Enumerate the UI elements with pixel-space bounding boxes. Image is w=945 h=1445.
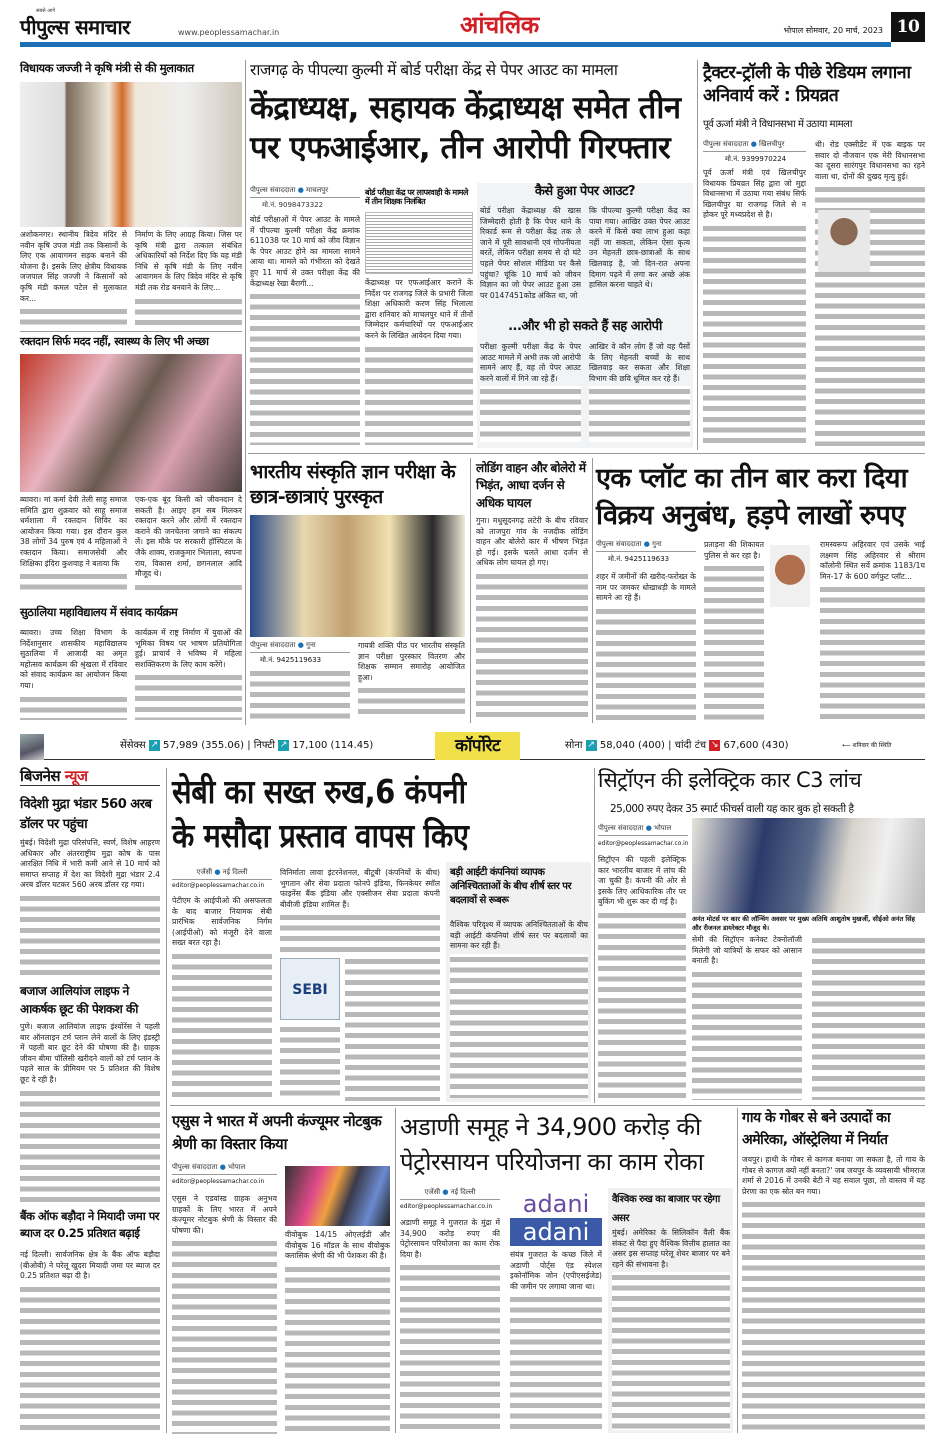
story-text (280, 1024, 340, 1101)
email-asus[interactable]: editor@peoplessamachar.co.in (172, 1178, 265, 1185)
photo-priyavrat-singh (818, 210, 870, 272)
photo-asus-laptops (285, 1166, 390, 1226)
gold-value: 58,040 (400) (599, 740, 665, 751)
business-news-label: बिजनेस न्यूज (20, 768, 160, 786)
lead-phone: मो.नं. 9098473322 (262, 201, 324, 209)
header-rule (20, 42, 891, 47)
lead-byline: पीपुल्स संवाददाता ● माचलपुर (250, 186, 360, 198)
photo-award-ceremony (250, 515, 465, 637)
email-sebi[interactable]: editor@peoplessamachar.co.in (172, 882, 265, 889)
headline-mla-meeting: विधायक जज्जी ने कृषि मंत्री से की मुलाकात (20, 61, 194, 75)
section-corporate: कॉर्पोरेट (435, 732, 520, 760)
lead-kicker: राजगढ़ के पीपल्या कुल्मी में बोर्ड परीक्षा केंद्र से पेपर आउट का मामला (250, 61, 618, 79)
story-text: नई दिल्ली। सार्वजनिक क्षेत्र के बैंक ऑफ बड़ौदा (बीओबी) ने घरेलू खुदरा मियादी जमा पर ब्याज दर 0.25 प्रतिशत बढ़ा दी है। (20, 1250, 160, 1430)
sensex-value: 57,989 (355.06) (163, 740, 245, 751)
byline-culture: पीपुल्स संवाददाता ● गुना (250, 641, 350, 653)
headline-college-program: सुठालिया महाविद्यालय में संवाद कार्यक्रम (20, 605, 178, 619)
story-text: वीवोबुक 14/15 ओएलईडी और वीवोबुक 16 मॉडल के साथ वीवोबुक क्लासिक श्रेणी की भी पेशकश की है। (285, 1230, 390, 1434)
story-text: प्रताड़ना की शिकायत पुलिस से कर रहा है। (704, 540, 764, 720)
nifty-value: 17,100 (114.45) (292, 740, 374, 751)
story-text: विनिर्माता लावा इंटरनेशनल, बीटूबी (कंपनियों के बीच) भुगतान और सेवा प्रदाता फोनपे इंडिया, फिनकेयर स्मॉल फाइनेंस बैंक इंडिया और एक्सीजन सेवा प्रदाता कंपनी बीवीजी इंडिया शामिल हैं। (280, 868, 440, 953)
photo-caption-citroen: अनंत मोटर्स पर कार की लॉन्चिंग अवसर पर मुख्य अतिथि आशुतोष मुखर्जी, सीईओ अनंत सिंह और रीजनल डायरेक्टर मौजूद थे। (692, 915, 915, 932)
page-number: 10 (891, 12, 925, 42)
story-text: ब्यावरा। मां कर्मा देवी तेली साहू समाज समिति द्वारा शुक्रवार को साहू समाज धर्मशाला में रक्तदान शिविर का आयोजन किया गया। इस दौरान कुल 38 लोगों 34 पुरुष एवं 4 महिलाओं ने रक्तदान किया। समाजसेवी और शिक्षिका इंदिरा कुशवाह ने बताया कि (20, 495, 127, 595)
story-text: एक-एक बूंद किसी को जीवनदान दे सकती है। आइए हम सब मिलकर रक्तदान करने और लोगों में रक्तदान कराने की जनचेतना जगाने का संकल्प लें। इस मौके पर सरकारी हॉस्पिटल के जैके शाक्य, राजकुमार भिलाला, स्वपना राय, विकास शर्मा, छगनलाल आदि मौजूद थे। (135, 495, 242, 595)
masthead-tagline: सबसे आगे (36, 8, 56, 14)
headline-cow-dung-export: गाय के गोबर से बने उत्पादों का अमेरिका, ऑस्ट्रेलिया में निर्यात (742, 1110, 891, 1148)
byline-tractor: पीपुल्स संवाददाता ● खिलचीपुर (703, 140, 806, 152)
up-arrow-icon: ↗ (587, 739, 595, 750)
headline-sebi: सेबी का सख्त रुख,6 कंपनी के मसौदा प्रस्ताव वापस किए (172, 772, 469, 855)
byline-adani: एजेंसी ● नई दिल्ली (400, 1188, 500, 1200)
story-text: थी। रोड एक्सीडेंट में एक बाइक पर सवार दो नौजवान एक मेरी विधानसभा का दूसरा सारंगपुर विधानसभा का रहने वाला था, दोनों की दुखद मृत्यु हुई। (815, 140, 925, 446)
clipping-image (365, 212, 473, 274)
up-arrow-icon: ↗ (279, 739, 288, 750)
story-text (345, 956, 440, 1101)
story-text: गुना। मधुसूदनगढ़ लटेरी के बीच रविवार को ताजपुरा गांव के नजदीक लोडिंग वाहन और बोलेरो कार में भीषण भिड़ंत हो गई। इसके चलते आधा दर्जन से अधिक लोग घायल हो गए। (476, 516, 588, 720)
story-text: अशोकनगर। स्थानीय त्रिदेव मंदिर से नवीन कृषि उपज मंडी तक किसानों के लिए एक आवागमन सड़क बनाने की योजना है। इसके लिए क्षेत्रीय विधायक जजपाल सिंह जज्जी ने किसानों को कृषि मंडी कमल पटेल से मुलाकात कर... (20, 230, 127, 328)
email-citroen[interactable]: editor@peoplessamachar.co.in (598, 840, 689, 847)
story-text: पुणे। बजाज आलियांज लाइफ इंश्योरेंस ने पहली बार ऑनलाइन टर्म प्लान लेने वालों के लिए इंडस्ट्री में पहली बार छूट देने की घोषणा की है। ग्राहक जीवन बीमा पॉलिसी खरीदने वालों को टर्म प्लान के पहले साल के प्रीमियम पर 5 प्रतिशत की विशेष छूट दे रही है। (20, 1022, 160, 1202)
story-text: सिट्रॉएन की पहली इलेक्ट्रिक कार भारतीय बाजार में लांच की जा चुकी है। कंपनी की ओर से इसके लिए आधिकारिक तौर पर बुकिंग भी शुरू कर दी गई है। (598, 855, 686, 1100)
story-text: वैश्विक परिदृश्य में व्यापक अनिश्चितताओं के बीच बड़ी आईटी कंपनियां शीर्ष स्तर पर बदलावों का सामना कर रही हैं। (450, 920, 588, 1098)
phone-culture: मो.नं. 9425119633 (260, 656, 322, 664)
down-arrow-icon: ↘ (711, 739, 719, 750)
story-text (250, 668, 350, 720)
story-text: कार्यक्रम में राष्ट्र निर्माण में युवाओं की भूमिका विषय पर भाषण प्रतियोगिता हुई। प्राचार्य ने भविष्य में महिला सशक्तिकरण के लिए काम करेंगे। (135, 628, 242, 720)
story-text: रामस्वरूप अहिरवार एवं उसके भाई लक्ष्मण सिंह अहिरवार से श्रीराम कॉलोनी स्थित सर्वे क्रमांक 1183/1घ मिन-17 के 600 वर्गफुट प्लॉट... (820, 540, 925, 720)
headline-citroen: सिट्रॉएन की इलेक्ट्रिक कार C3 लांच (598, 768, 862, 792)
byline-plot: पीपुल्स संवाददाता ● गुना (596, 540, 696, 552)
sebi-logo: SEBI (280, 958, 340, 1020)
lead-text: बोर्ड परीक्षाओं में पेपर आउट के मामले में पीपल्या कुल्मी परीक्षा केंद्र क्रमांक 611038 पर 10 मार्च को जीव विज्ञान के पेपर आउट होने का मामला सामने आया था। मामले को गंभीरता को देखते हुए 11 मार्च से उक्त परीक्षा केंद्र की केंद्राध्यक्ष रेखा बैरागी... (250, 215, 360, 445)
photo-mla-minister (20, 82, 242, 227)
headline-asus: एसुस ने भारत में अपनी कंज्यूमर नोटबुक श्रेणी का विस्तार किया (172, 1112, 382, 1154)
phone-plot: मो.नं. 9425119633 (608, 555, 670, 563)
story-text: मुंबई। विदेशी मुद्रा परिसंपत्ति, स्वर्ण, विशेष आहरण अधिकार और अंतरराष्ट्रीय मुद्रा कोष के पास आरक्षित निधि में भारी कमी आने से 10 मार्च को समाप्त सप्ताह में देश का विदेशी मुद्रा भंडार 2.4 अरब डॉलर घटकर 560 अरब डॉलर रह गया। (20, 838, 160, 976)
story-text: जयपुर। हाथी के गोबर से कागज बनाया जा सकता है, तो गाय के गोबर से कागज क्यों नहीं बनता?' जब जयपुर के व्यवसायी भीमराज शर्मा से 2016 में उनकी बेटी ने यह सवाल पूछा, तो वास्तव में यह प्रेरणा का एक स्रोत बन गया। (742, 1155, 925, 1433)
headline-culture-exam: भारतीय संस्कृति ज्ञान परीक्षा के छात्र-छात्राएं पुरस्कृत (250, 461, 456, 508)
silver-value: 67,600 (430) (723, 740, 789, 751)
headline-blood-donation: रक्तदान सिर्फ मदद नहीं, स्वास्थ्य के लिए भी अच्छा (20, 335, 209, 348)
story-text: ब्यावरा। उच्च शिक्षा विभाग के निर्देशानुसार शासकीय महाविद्यालय सुठालिया में आजादी का अमृत महोत्सव कार्यक्रम की श्रृंखला में रविवार को संवाद कार्यक्रम का आयोजन किया गया। (20, 628, 127, 720)
headline-bank-of-baroda: बैंक ऑफ बड़ौदा ने मियादी जमा पर ब्याज दर 0.25 प्रतिशत बढ़ाई (20, 1209, 159, 1241)
lead-headline: केंद्राध्यक्ष, सहायक केंद्राध्यक्ष समेत तीन पर एफआईआर, तीन आरोपी गिरफ्तार (250, 90, 681, 167)
photo-blood-donation (20, 354, 242, 492)
photo-accused (770, 545, 810, 607)
headline-plot-fraud: एक प्लॉट का तीन बार करा दिया विक्रय अनुबंध, हड़पे लाखों रुपए (596, 463, 908, 532)
byline-citroen: पीपुल्स संवाददाता ● भोपाल (598, 824, 688, 836)
box-title-how-leaked: कैसे हुआ पेपर आउट? (534, 184, 636, 199)
story-text (812, 935, 925, 1100)
story-text: गायत्री शक्ति पीठ पर भारतीय संस्कृति ज्ञान परीक्षा पुरस्कार वितरण और शिक्षक सम्मान समारोह आयोजित हुआ। (358, 641, 465, 720)
headline-adani: अडाणी समूह ने 34,900 करोड़ की पेट्रोरसायन परियोजना का काम रोका (400, 1113, 704, 1176)
photo-citroen-launch (692, 818, 925, 913)
story-text: मुंबई। अमेरिका के सिलिकॉन वैली बैंक संकट से पैदा हुए वैश्विक वित्तीय हालात का असर इस सप्ताह घरेलू शेयर बाजार पर बने रहने की संभावना है। (612, 1228, 730, 1430)
market-bar: सेंसेक्स ↗ 57,989 (355.06) | निफ्टी ↗ 17,100 (114.45) कॉर्पोरेट सोना ↗ 58,040 (400) | चांदी टंच ↘ 67,600 (430) ⟵ शनिवार की स्थिति (20, 732, 925, 760)
story-text: निर्माण के लिए आग्रह किया। जिस पर कृषि मंत्री द्वारा तत्काल संबंधित अधिकारियों को निर्देश दिए कि यह मंडी निधि से कृषि मंडी के लिए नवीन आवागमन के लिए त्रिदेव मंदिर से कृषि मंडी तक रोड बनवाने के लिए... (135, 230, 242, 328)
clipping-title: बोर्ड परीक्षा केंद्र पर लापरवाही के मामले में तीन शिक्षक निलंबित (365, 188, 468, 207)
story-text: पेटीएम के आईपीओ की असफलता के बाद बाजार नियामक सेबी प्रारंभिक सार्वजनिक निर्गम (आईपीओ) को मंजूरी देने वाला सख्त बरत रहा है। (172, 896, 272, 1101)
up-arrow-icon: ↗ (150, 739, 159, 750)
arrow-left-icon: ⟵ (842, 742, 853, 749)
phone-tractor: मो.नं. 9399970224 (725, 155, 787, 163)
website-url[interactable]: www.peoplessamachar.in (178, 28, 280, 37)
headline-market-outlook: वैश्विक रुख का बाजार पर रहेगा असर (612, 1194, 720, 1224)
headline-it-companies: बड़ी आईटी कंपनियां व्यापक अनिश्चितताओं के बीच शीर्ष स्तर पर बदलावों से रूबरू (450, 867, 572, 906)
box-title-co-accused: ...और भी हो सकते हैं सह आरोपी (508, 319, 662, 334)
story-text: संयंत्र गुजरात के कच्छ जिले में अडाणी पोर्ट्स एंड स्पेशल इकोनॉमिक जोन (एपीएसईजेड) की जमीन पर लगाया जाना था। (510, 1250, 602, 1433)
story-text: सेमी की सिट्रॉएन कनेक्ट टेक्नोलॉजी मिलेगी जो यात्रियों के सफर को आसान बनाती है। (692, 935, 802, 1100)
story-text: पूर्व ऊर्जा मंत्री एवं खिलचीपुर विधायक प्रियव्रत सिंह द्वारा जो मुद्दा विधानसभा में उठाया गया संबंध सिर्फ खिलचीपुर या राजगढ़ जिले से न होकर पूरे मध्यप्रदेश से है। (703, 168, 806, 446)
subhead-tractor: पूर्व ऊर्जा मंत्री ने विधानसभा में उठाया मामला (703, 119, 852, 130)
headline-forex: विदेशी मुद्रा भंडार 560 अरब डॉलर पर पहुंचा (20, 797, 152, 832)
byline-sebi: एजेंसी ● नई दिल्ली (172, 868, 272, 880)
story-text: शहर में जमीनों की खरीद-फरोख्त के नाम पर जमकर धोखाधड़ी के मामले सामने आ रहे हैं। (596, 572, 696, 720)
bse-building-icon (20, 734, 44, 760)
story-text: एसुस ने एडवांस्ड ग्राहक अनुभव ग्राहकों के लिए भारत में अपने कंज्यूमर नोटबुक श्रेणी के विस्तार की घोषणा की। (172, 1194, 277, 1434)
lead-text-2: केंद्राध्यक्ष पर एफआईआर कराने के निर्देश पर राजगढ़ जिले के प्रभारी जिला शिक्षा अधिकारी करण सिंह भिलाला द्वारा शनिवार को माचलपुर थाने में तीनों जिम्मेदार कर्मचारियों पर एफआईआर करने के लिखित आवेदन दिया गया। (365, 278, 473, 445)
section-title: आंचलिक (460, 11, 539, 39)
email-adani[interactable]: editor@peoplessamachar.co.in (400, 1203, 493, 1210)
story-text: अडाणी समूह ने गुजरात के मुंद्रा में 34,900 करोड़ रुपए की पेट्रोरसायन परियोजना का काम रोक दिया है। (400, 1218, 500, 1433)
newspaper-logo[interactable]: पीपुल्स समाचार (20, 15, 130, 39)
subhead-citroen: 25,000 रुपए देकर 35 स्मार्ट फीचर्स वाली यह कार बुक हो सकती है (610, 803, 854, 815)
headline-vehicle-collision: लोडिंग वाहन और बोलेरो में भिड़ंत, आधा दर्जन से अधिक घायल (476, 461, 586, 510)
issue-date: भोपाल सोमवार, 20 मार्च, 2023 (783, 26, 883, 35)
adani-logo: adani adani (510, 1190, 602, 1246)
byline-asus: पीपुल्स संवाददाता ● भोपाल (172, 1163, 277, 1175)
headline-bajaj-allianz: बजाज आलियांज लाइफ ने आकर्षक छूट की पेशकश की (20, 984, 138, 1016)
headline-tractor-radium: ट्रैक्टर-ट्रॉली के पीछे रेडियम लगाना अनिवार्य करें : प्रियव्रत (703, 63, 911, 106)
